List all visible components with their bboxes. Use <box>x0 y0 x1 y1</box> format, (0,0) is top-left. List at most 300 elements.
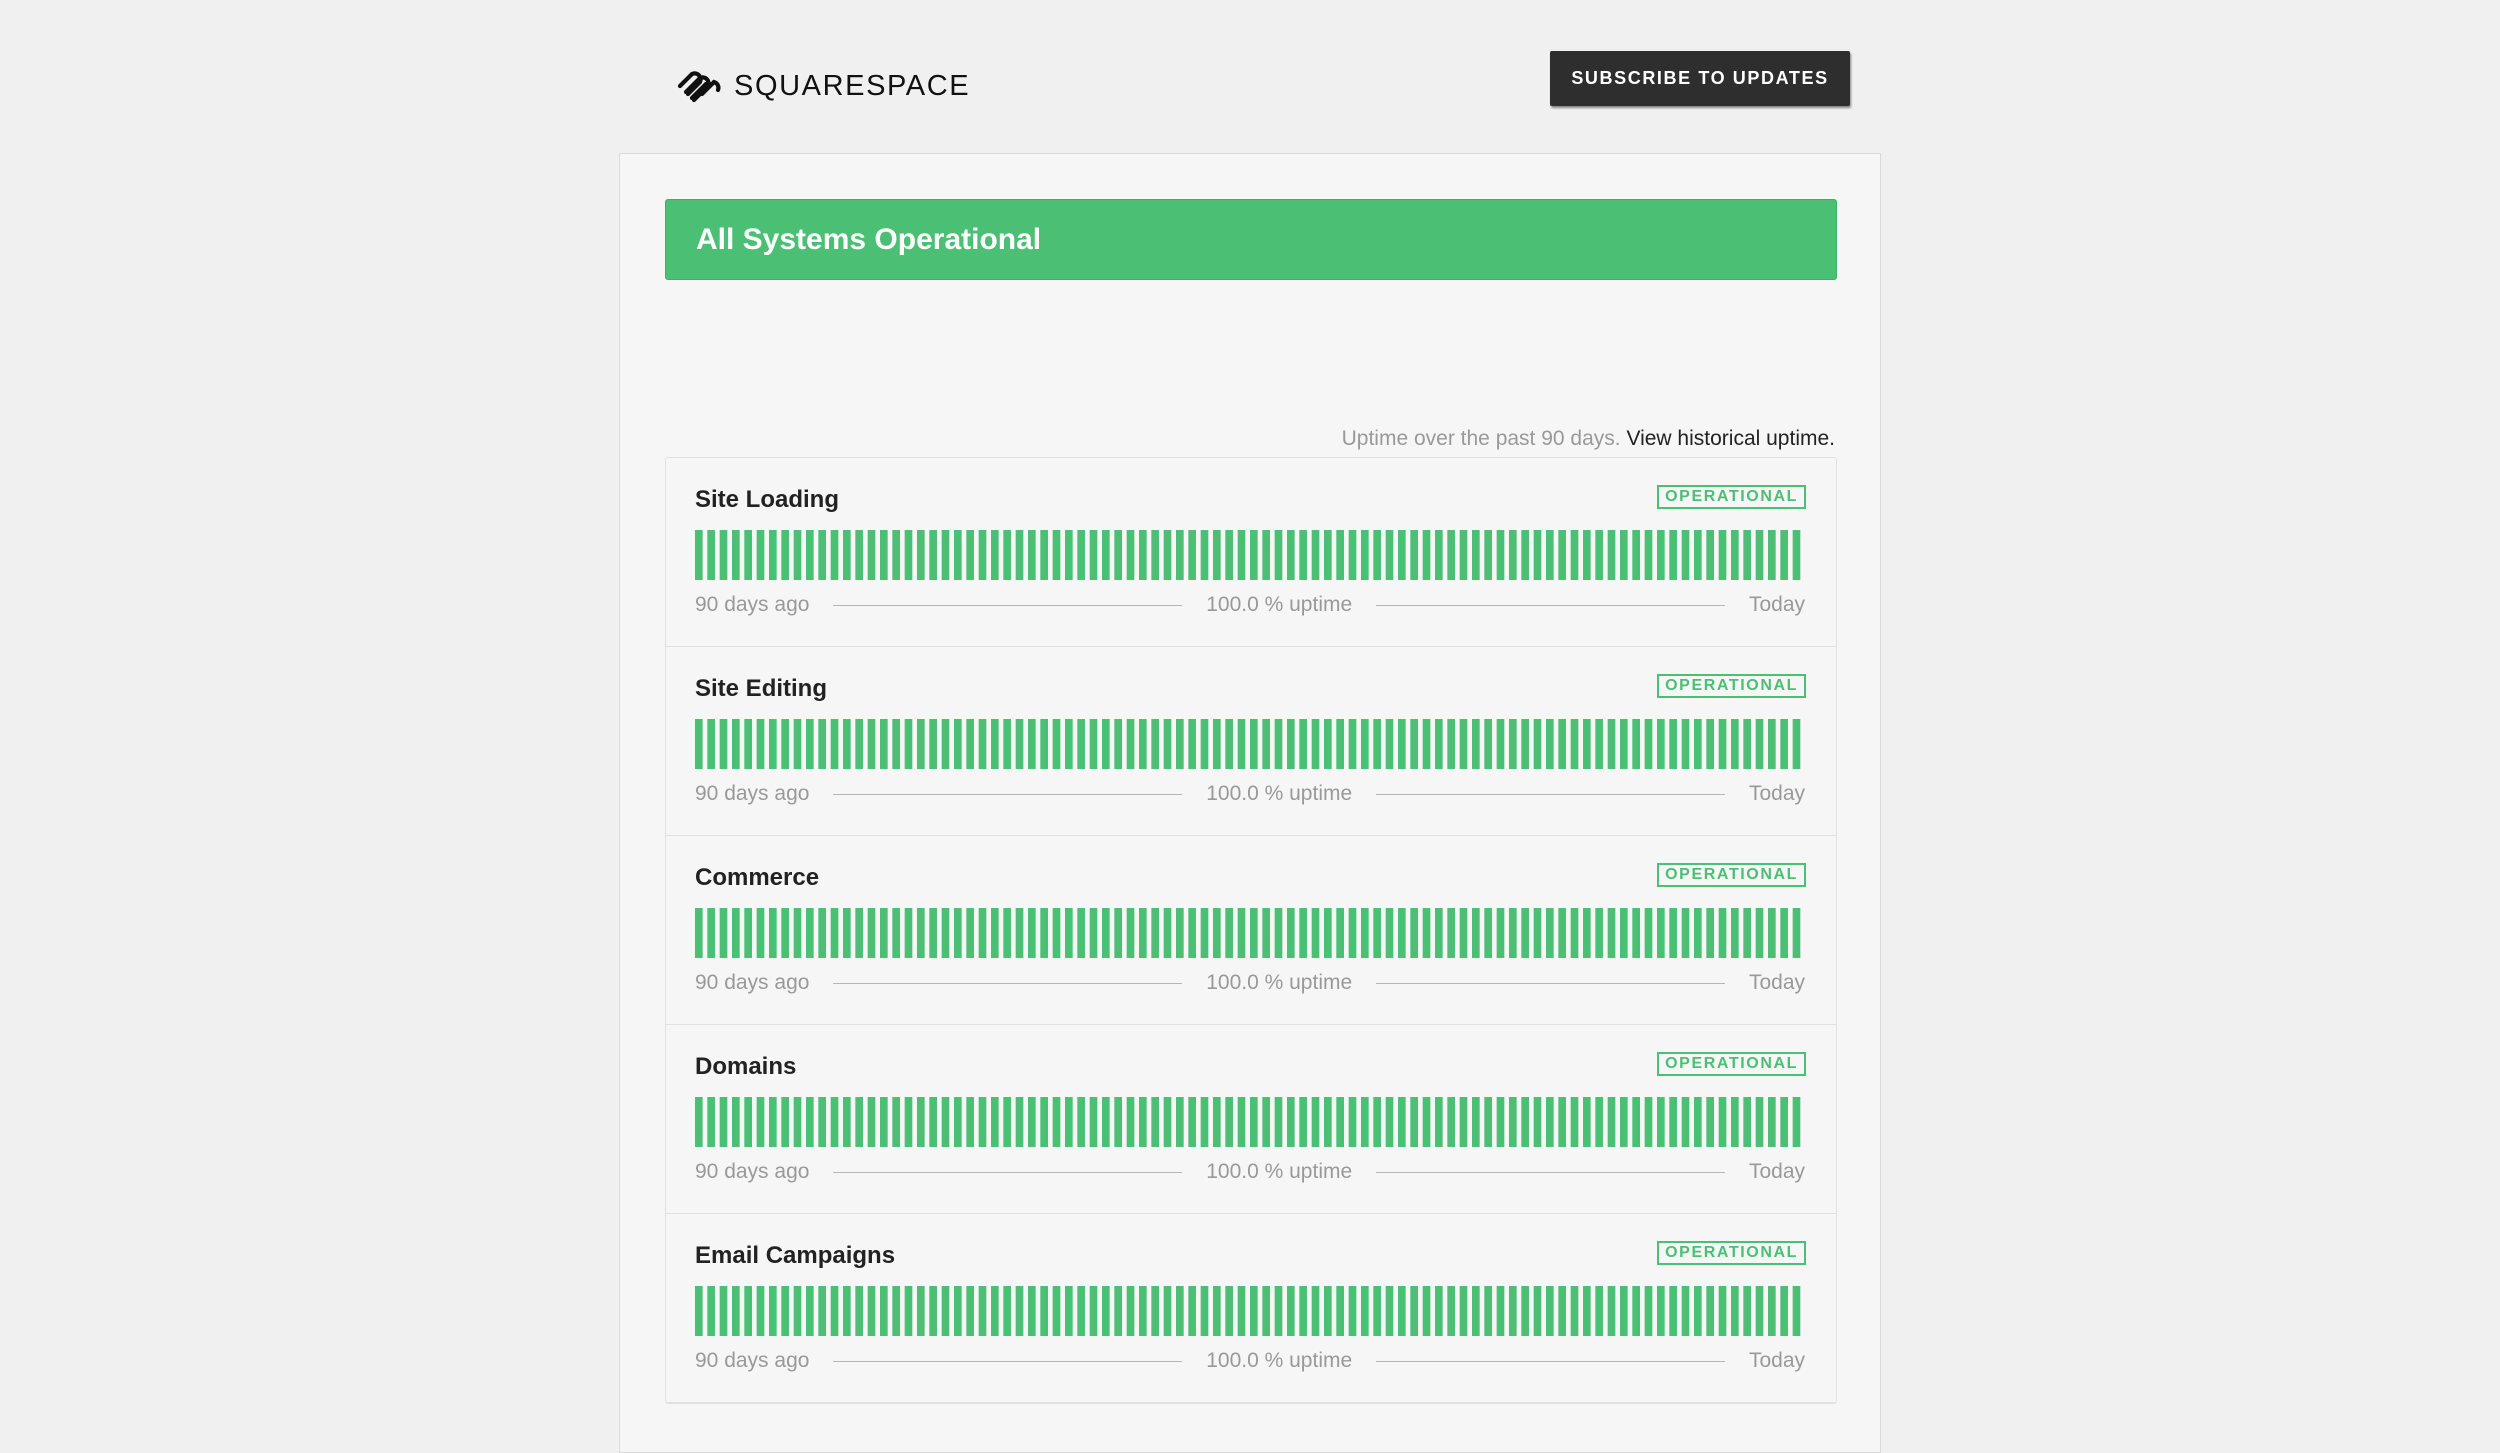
uptime-day-bar[interactable] <box>1460 719 1468 769</box>
uptime-day-bar[interactable] <box>781 530 789 580</box>
uptime-day-bar[interactable] <box>1793 1097 1801 1147</box>
uptime-day-bar[interactable] <box>1608 908 1616 958</box>
uptime-day-bar[interactable] <box>954 1097 962 1147</box>
uptime-day-bar[interactable] <box>806 1286 814 1336</box>
uptime-day-bar[interactable] <box>1312 719 1320 769</box>
uptime-day-bar[interactable] <box>1645 908 1653 958</box>
uptime-day-bar[interactable] <box>917 908 925 958</box>
uptime-day-bar[interactable] <box>1435 1097 1443 1147</box>
uptime-day-bar[interactable] <box>1497 908 1505 958</box>
uptime-day-bar[interactable] <box>1262 1097 1270 1147</box>
uptime-day-bar[interactable] <box>1040 908 1048 958</box>
uptime-day-bar[interactable] <box>1571 719 1579 769</box>
uptime-day-bar[interactable] <box>1768 719 1776 769</box>
uptime-day-bar[interactable] <box>695 1097 703 1147</box>
uptime-day-bar[interactable] <box>868 1286 876 1336</box>
uptime-day-bar[interactable] <box>1299 1097 1307 1147</box>
uptime-day-bar[interactable] <box>1077 1097 1085 1147</box>
uptime-day-bar[interactable] <box>1201 1286 1209 1336</box>
uptime-day-bar[interactable] <box>917 530 925 580</box>
uptime-day-bar[interactable] <box>1324 908 1332 958</box>
uptime-day-bar[interactable] <box>1053 530 1061 580</box>
uptime-day-bar[interactable] <box>1188 908 1196 958</box>
uptime-day-bar[interactable] <box>855 530 863 580</box>
uptime-day-bar[interactable] <box>855 719 863 769</box>
uptime-day-bar[interactable] <box>954 1286 962 1336</box>
uptime-day-bar[interactable] <box>1065 530 1073 580</box>
uptime-day-bar[interactable] <box>1151 719 1159 769</box>
uptime-day-bar[interactable] <box>1398 1097 1406 1147</box>
uptime-day-bar[interactable] <box>1534 719 1542 769</box>
uptime-day-bar[interactable] <box>1003 719 1011 769</box>
uptime-day-bar[interactable] <box>880 1097 888 1147</box>
uptime-day-bar[interactable] <box>1361 1097 1369 1147</box>
uptime-day-bar[interactable] <box>1164 908 1172 958</box>
uptime-day-bar[interactable] <box>1361 908 1369 958</box>
squarespace-logo[interactable] <box>672 64 970 108</box>
uptime-day-bar[interactable] <box>1534 1097 1542 1147</box>
uptime-day-bar[interactable] <box>892 530 900 580</box>
uptime-day-bar[interactable] <box>1534 1286 1542 1336</box>
uptime-day-bar[interactable] <box>1139 530 1147 580</box>
uptime-day-bar[interactable] <box>1151 530 1159 580</box>
uptime-day-bar[interactable] <box>1423 908 1431 958</box>
uptime-day-bar[interactable] <box>1016 530 1024 580</box>
uptime-day-bar[interactable] <box>1386 530 1394 580</box>
uptime-day-bar[interactable] <box>1410 908 1418 958</box>
uptime-day-bar[interactable] <box>1201 1097 1209 1147</box>
uptime-day-bar[interactable] <box>1238 530 1246 580</box>
uptime-day-bar[interactable] <box>1373 908 1381 958</box>
uptime-day-bar[interactable] <box>1558 1097 1566 1147</box>
uptime-day-bar[interactable] <box>1447 908 1455 958</box>
uptime-day-bar[interactable] <box>1176 719 1184 769</box>
uptime-day-bar[interactable] <box>1756 908 1764 958</box>
uptime-day-bar[interactable] <box>720 719 728 769</box>
uptime-day-bar[interactable] <box>1164 719 1172 769</box>
uptime-day-bar[interactable] <box>942 1097 950 1147</box>
uptime-day-bar[interactable] <box>1682 1097 1690 1147</box>
uptime-day-bar[interactable] <box>880 1286 888 1336</box>
uptime-day-bar[interactable] <box>732 1097 740 1147</box>
uptime-day-bar[interactable] <box>1225 719 1233 769</box>
uptime-day-bar[interactable] <box>1706 530 1714 580</box>
uptime-day-bar[interactable] <box>1114 530 1122 580</box>
uptime-day-bar[interactable] <box>1608 1286 1616 1336</box>
uptime-day-bar[interactable] <box>1349 719 1357 769</box>
uptime-day-bar[interactable] <box>1497 530 1505 580</box>
uptime-day-bar[interactable] <box>1053 719 1061 769</box>
uptime-day-bar[interactable] <box>1090 908 1098 958</box>
uptime-day-bar[interactable] <box>942 530 950 580</box>
uptime-day-bar[interactable] <box>1299 530 1307 580</box>
uptime-day-bar[interactable] <box>1053 1097 1061 1147</box>
uptime-day-bar[interactable] <box>1768 908 1776 958</box>
uptime-day-bar[interactable] <box>1682 1286 1690 1336</box>
uptime-day-bar[interactable] <box>794 1097 802 1147</box>
uptime-day-bar[interactable] <box>1743 719 1751 769</box>
uptime-day-bar[interactable] <box>905 1097 913 1147</box>
uptime-day-bar[interactable] <box>1472 1097 1480 1147</box>
uptime-day-bar[interactable] <box>1016 908 1024 958</box>
uptime-day-bar[interactable] <box>1521 719 1529 769</box>
uptime-day-bar[interactable] <box>905 719 913 769</box>
uptime-day-bar[interactable] <box>1768 1097 1776 1147</box>
uptime-day-bar[interactable] <box>781 908 789 958</box>
uptime-day-bar[interactable] <box>1373 1097 1381 1147</box>
uptime-day-bar[interactable] <box>1127 1097 1135 1147</box>
uptime-day-bar[interactable] <box>1645 1097 1653 1147</box>
uptime-day-bar[interactable] <box>1176 1097 1184 1147</box>
uptime-day-bar[interactable] <box>1509 1286 1517 1336</box>
uptime-day-bar[interactable] <box>1546 1097 1554 1147</box>
uptime-day-bar[interactable] <box>1743 1286 1751 1336</box>
uptime-day-bar[interactable] <box>1706 908 1714 958</box>
uptime-day-bar[interactable] <box>1620 530 1628 580</box>
uptime-day-bar[interactable] <box>1509 719 1517 769</box>
uptime-day-bar[interactable] <box>1780 1286 1788 1336</box>
uptime-day-bar[interactable] <box>720 908 728 958</box>
uptime-day-bar[interactable] <box>1534 908 1542 958</box>
uptime-day-bar[interactable] <box>818 1286 826 1336</box>
uptime-day-bar[interactable] <box>818 719 826 769</box>
uptime-day-bar[interactable] <box>1028 1097 1036 1147</box>
uptime-day-bar[interactable] <box>991 908 999 958</box>
uptime-day-bar[interactable] <box>1349 908 1357 958</box>
uptime-day-bar[interactable] <box>1373 719 1381 769</box>
uptime-day-bar[interactable] <box>929 908 937 958</box>
uptime-day-bar[interactable] <box>1213 908 1221 958</box>
uptime-day-bar[interactable] <box>794 908 802 958</box>
uptime-day-bar[interactable] <box>1768 530 1776 580</box>
uptime-day-bar[interactable] <box>1114 1286 1122 1336</box>
uptime-day-bar[interactable] <box>966 908 974 958</box>
uptime-day-bar[interactable] <box>1669 1097 1677 1147</box>
uptime-day-bar[interactable] <box>868 908 876 958</box>
uptime-day-bar[interactable] <box>1398 530 1406 580</box>
uptime-day-bar[interactable] <box>1349 530 1357 580</box>
uptime-day-bar[interactable] <box>1053 908 1061 958</box>
uptime-day-bar[interactable] <box>1423 1286 1431 1336</box>
uptime-day-bar[interactable] <box>1608 719 1616 769</box>
uptime-day-bar[interactable] <box>1065 1097 1073 1147</box>
uptime-day-bar[interactable] <box>1213 530 1221 580</box>
uptime-day-bar[interactable] <box>744 530 752 580</box>
uptime-day-bar[interactable] <box>1546 1286 1554 1336</box>
uptime-day-bar[interactable] <box>1447 1286 1455 1336</box>
uptime-day-bar[interactable] <box>1669 1286 1677 1336</box>
uptime-day-bar[interactable] <box>1361 719 1369 769</box>
uptime-day-bar[interactable] <box>695 530 703 580</box>
uptime-day-bar[interactable] <box>1213 1286 1221 1336</box>
uptime-day-bar[interactable] <box>1632 1097 1640 1147</box>
uptime-day-bar[interactable] <box>1657 719 1665 769</box>
uptime-day-bar[interactable] <box>732 908 740 958</box>
uptime-day-bar[interactable] <box>1706 1286 1714 1336</box>
uptime-day-bar[interactable] <box>1435 530 1443 580</box>
uptime-day-bar[interactable] <box>1497 719 1505 769</box>
uptime-day-bar[interactable] <box>966 1286 974 1336</box>
uptime-day-bar[interactable] <box>1743 530 1751 580</box>
uptime-day-bar[interactable] <box>720 1097 728 1147</box>
uptime-day-bar[interactable] <box>1127 530 1135 580</box>
uptime-day-bar[interactable] <box>1386 1286 1394 1336</box>
uptime-day-bar[interactable] <box>991 1286 999 1336</box>
uptime-day-bar[interactable] <box>1595 1286 1603 1336</box>
uptime-day-bar[interactable] <box>757 1097 765 1147</box>
uptime-day-bar[interactable] <box>1287 1097 1295 1147</box>
uptime-day-bar[interactable] <box>1620 719 1628 769</box>
uptime-day-bar[interactable] <box>1176 908 1184 958</box>
uptime-day-bar[interactable] <box>1447 1097 1455 1147</box>
uptime-day-bar[interactable] <box>1706 719 1714 769</box>
uptime-day-bar[interactable] <box>1546 908 1554 958</box>
uptime-day-bar[interactable] <box>831 1286 839 1336</box>
uptime-day-bar[interactable] <box>1151 1286 1159 1336</box>
uptime-day-bar[interactable] <box>1151 1097 1159 1147</box>
uptime-day-bar[interactable] <box>818 1097 826 1147</box>
uptime-day-bar[interactable] <box>757 530 765 580</box>
uptime-day-bar[interactable] <box>1694 908 1702 958</box>
uptime-day-bar[interactable] <box>1065 908 1073 958</box>
uptime-day-bar[interactable] <box>1250 1097 1258 1147</box>
uptime-day-bar[interactable] <box>720 1286 728 1336</box>
uptime-day-bar[interactable] <box>1176 530 1184 580</box>
uptime-day-bar[interactable] <box>868 530 876 580</box>
uptime-day-bar[interactable] <box>1595 530 1603 580</box>
uptime-day-bar[interactable] <box>1780 719 1788 769</box>
uptime-day-bar[interactable] <box>1250 530 1258 580</box>
uptime-day-bar[interactable] <box>1102 1097 1110 1147</box>
uptime-day-bar[interactable] <box>1793 1286 1801 1336</box>
uptime-day-bar[interactable] <box>1299 1286 1307 1336</box>
uptime-day-bar[interactable] <box>1065 719 1073 769</box>
uptime-day-bar[interactable] <box>892 1286 900 1336</box>
uptime-day-bar[interactable] <box>979 1286 987 1336</box>
uptime-day-bar[interactable] <box>757 719 765 769</box>
uptime-day-bar[interactable] <box>1312 908 1320 958</box>
uptime-day-bar[interactable] <box>1336 530 1344 580</box>
uptime-day-bar[interactable] <box>855 1097 863 1147</box>
uptime-day-bar[interactable] <box>794 1286 802 1336</box>
uptime-day-bar[interactable] <box>1731 908 1739 958</box>
uptime-day-bar[interactable] <box>1410 1097 1418 1147</box>
uptime-day-bar[interactable] <box>1336 1097 1344 1147</box>
uptime-day-bar[interactable] <box>1657 530 1665 580</box>
uptime-day-bar[interactable] <box>1558 719 1566 769</box>
uptime-day-bar[interactable] <box>707 530 715 580</box>
uptime-day-bar[interactable] <box>1139 908 1147 958</box>
uptime-day-bar[interactable] <box>1669 719 1677 769</box>
uptime-day-bar[interactable] <box>1077 908 1085 958</box>
uptime-day-bar[interactable] <box>905 1286 913 1336</box>
uptime-day-bar[interactable] <box>757 908 765 958</box>
uptime-day-bar[interactable] <box>744 1286 752 1336</box>
uptime-day-bar[interactable] <box>1719 530 1727 580</box>
uptime-day-bar[interactable] <box>1743 1097 1751 1147</box>
uptime-day-bar[interactable] <box>1509 1097 1517 1147</box>
uptime-day-bar[interactable] <box>1595 908 1603 958</box>
uptime-day-bar[interactable] <box>1645 1286 1653 1336</box>
uptime-day-bar[interactable] <box>769 1286 777 1336</box>
uptime-day-bar[interactable] <box>1398 908 1406 958</box>
uptime-day-bar[interactable] <box>1558 1286 1566 1336</box>
uptime-day-bar[interactable] <box>1521 1286 1529 1336</box>
uptime-day-bar[interactable] <box>1793 719 1801 769</box>
uptime-day-bar[interactable] <box>892 1097 900 1147</box>
uptime-day-bar[interactable] <box>1213 719 1221 769</box>
uptime-day-bar[interactable] <box>1571 1097 1579 1147</box>
uptime-day-bar[interactable] <box>1534 530 1542 580</box>
uptime-day-bar[interactable] <box>991 719 999 769</box>
uptime-day-bar[interactable] <box>1657 1286 1665 1336</box>
uptime-day-bar[interactable] <box>1620 1097 1628 1147</box>
uptime-day-bar[interactable] <box>1349 1097 1357 1147</box>
uptime-day-bar[interactable] <box>1682 530 1690 580</box>
uptime-day-bar[interactable] <box>1793 530 1801 580</box>
uptime-day-bar[interactable] <box>1139 1286 1147 1336</box>
uptime-day-bar[interactable] <box>1127 719 1135 769</box>
uptime-day-bar[interactable] <box>1028 530 1036 580</box>
uptime-day-bar[interactable] <box>1299 908 1307 958</box>
view-historical-uptime-link[interactable]: View historical uptime. <box>1626 427 1835 450</box>
uptime-day-bar[interactable] <box>1336 1286 1344 1336</box>
uptime-day-bar[interactable] <box>732 530 740 580</box>
uptime-day-bar[interactable] <box>1336 908 1344 958</box>
uptime-day-bar[interactable] <box>1719 1286 1727 1336</box>
uptime-day-bar[interactable] <box>843 908 851 958</box>
uptime-day-bar[interactable] <box>880 719 888 769</box>
uptime-day-bar[interactable] <box>1645 530 1653 580</box>
uptime-day-bar[interactable] <box>1102 530 1110 580</box>
uptime-day-bar[interactable] <box>905 530 913 580</box>
uptime-day-bar[interactable] <box>1521 1097 1529 1147</box>
uptime-day-bar[interactable] <box>769 1097 777 1147</box>
uptime-day-bar[interactable] <box>744 908 752 958</box>
uptime-day-bar[interactable] <box>818 530 826 580</box>
uptime-day-bar[interactable] <box>1657 908 1665 958</box>
uptime-day-bar[interactable] <box>1225 530 1233 580</box>
uptime-day-bar[interactable] <box>1423 530 1431 580</box>
uptime-day-bar[interactable] <box>1213 1097 1221 1147</box>
uptime-day-bar[interactable] <box>1632 530 1640 580</box>
uptime-day-bar[interactable] <box>929 719 937 769</box>
uptime-day-bar[interactable] <box>1484 719 1492 769</box>
uptime-day-bar[interactable] <box>892 719 900 769</box>
uptime-day-bar[interactable] <box>806 1097 814 1147</box>
uptime-day-bar[interactable] <box>1225 908 1233 958</box>
uptime-day-bar[interactable] <box>1287 530 1295 580</box>
uptime-day-bar[interactable] <box>1324 719 1332 769</box>
uptime-day-bar[interactable] <box>1632 908 1640 958</box>
uptime-day-bar[interactable] <box>1398 719 1406 769</box>
uptime-day-bar[interactable] <box>1793 908 1801 958</box>
uptime-day-bar[interactable] <box>1201 719 1209 769</box>
uptime-day-bar[interactable] <box>744 719 752 769</box>
uptime-day-bar[interactable] <box>1719 908 1727 958</box>
uptime-day-bar[interactable] <box>1472 1286 1480 1336</box>
uptime-day-bar[interactable] <box>1743 908 1751 958</box>
uptime-day-bar[interactable] <box>806 530 814 580</box>
uptime-day-bar[interactable] <box>1632 719 1640 769</box>
uptime-day-bar[interactable] <box>1447 530 1455 580</box>
uptime-day-bar[interactable] <box>1386 908 1394 958</box>
uptime-day-bar[interactable] <box>1608 530 1616 580</box>
uptime-day-bar[interactable] <box>1472 719 1480 769</box>
uptime-day-bar[interactable] <box>1077 1286 1085 1336</box>
uptime-day-bar[interactable] <box>1127 908 1135 958</box>
uptime-day-bar[interactable] <box>1546 530 1554 580</box>
uptime-day-bar[interactable] <box>1657 1097 1665 1147</box>
uptime-day-bar[interactable] <box>1435 908 1443 958</box>
uptime-day-bar[interactable] <box>1040 530 1048 580</box>
uptime-day-bar[interactable] <box>892 908 900 958</box>
uptime-day-bar[interactable] <box>769 530 777 580</box>
uptime-day-bar[interactable] <box>720 530 728 580</box>
uptime-day-bar[interactable] <box>1484 1097 1492 1147</box>
uptime-day-bar[interactable] <box>757 1286 765 1336</box>
uptime-day-bar[interactable] <box>979 908 987 958</box>
uptime-day-bar[interactable] <box>1164 1097 1172 1147</box>
uptime-day-bar[interactable] <box>744 1097 752 1147</box>
uptime-day-bar[interactable] <box>979 1097 987 1147</box>
uptime-day-bar[interactable] <box>880 530 888 580</box>
uptime-day-bar[interactable] <box>1423 719 1431 769</box>
uptime-day-bar[interactable] <box>1040 1286 1048 1336</box>
uptime-day-bar[interactable] <box>1324 1286 1332 1336</box>
uptime-day-bar[interactable] <box>1780 1097 1788 1147</box>
uptime-day-bar[interactable] <box>1102 908 1110 958</box>
uptime-day-bar[interactable] <box>1472 530 1480 580</box>
uptime-day-bar[interactable] <box>1497 1097 1505 1147</box>
uptime-day-bar[interactable] <box>1571 530 1579 580</box>
uptime-day-bar[interactable] <box>1151 908 1159 958</box>
uptime-day-bar[interactable] <box>1201 530 1209 580</box>
uptime-day-bar[interactable] <box>1756 719 1764 769</box>
uptime-day-bar[interactable] <box>868 1097 876 1147</box>
uptime-day-bar[interactable] <box>707 1097 715 1147</box>
uptime-day-bar[interactable] <box>991 1097 999 1147</box>
uptime-day-bar[interactable] <box>942 908 950 958</box>
uptime-day-bar[interactable] <box>831 719 839 769</box>
uptime-day-bar[interactable] <box>1460 530 1468 580</box>
uptime-day-bar[interactable] <box>1003 908 1011 958</box>
uptime-day-bar[interactable] <box>1188 530 1196 580</box>
uptime-day-bar[interactable] <box>1645 719 1653 769</box>
uptime-day-bar[interactable] <box>1275 719 1283 769</box>
uptime-day-bar[interactable] <box>880 908 888 958</box>
uptime-day-bar[interactable] <box>1003 1286 1011 1336</box>
uptime-day-bar[interactable] <box>1756 1097 1764 1147</box>
uptime-day-bar[interactable] <box>843 719 851 769</box>
uptime-day-bar[interactable] <box>1472 908 1480 958</box>
uptime-day-bar[interactable] <box>1028 908 1036 958</box>
uptime-day-bar[interactable] <box>1114 719 1122 769</box>
uptime-day-bar[interactable] <box>1201 908 1209 958</box>
uptime-day-bar[interactable] <box>954 719 962 769</box>
uptime-day-bar[interactable] <box>1386 1097 1394 1147</box>
uptime-day-bar[interactable] <box>1694 1097 1702 1147</box>
uptime-day-bar[interactable] <box>917 719 925 769</box>
uptime-day-bar[interactable] <box>1423 1097 1431 1147</box>
uptime-day-bar[interactable] <box>1102 719 1110 769</box>
uptime-day-bar[interactable] <box>1016 1286 1024 1336</box>
uptime-day-bar[interactable] <box>1238 908 1246 958</box>
uptime-day-bar[interactable] <box>1003 530 1011 580</box>
uptime-day-bar[interactable] <box>794 719 802 769</box>
uptime-day-bar[interactable] <box>1287 908 1295 958</box>
uptime-day-bar[interactable] <box>1571 1286 1579 1336</box>
